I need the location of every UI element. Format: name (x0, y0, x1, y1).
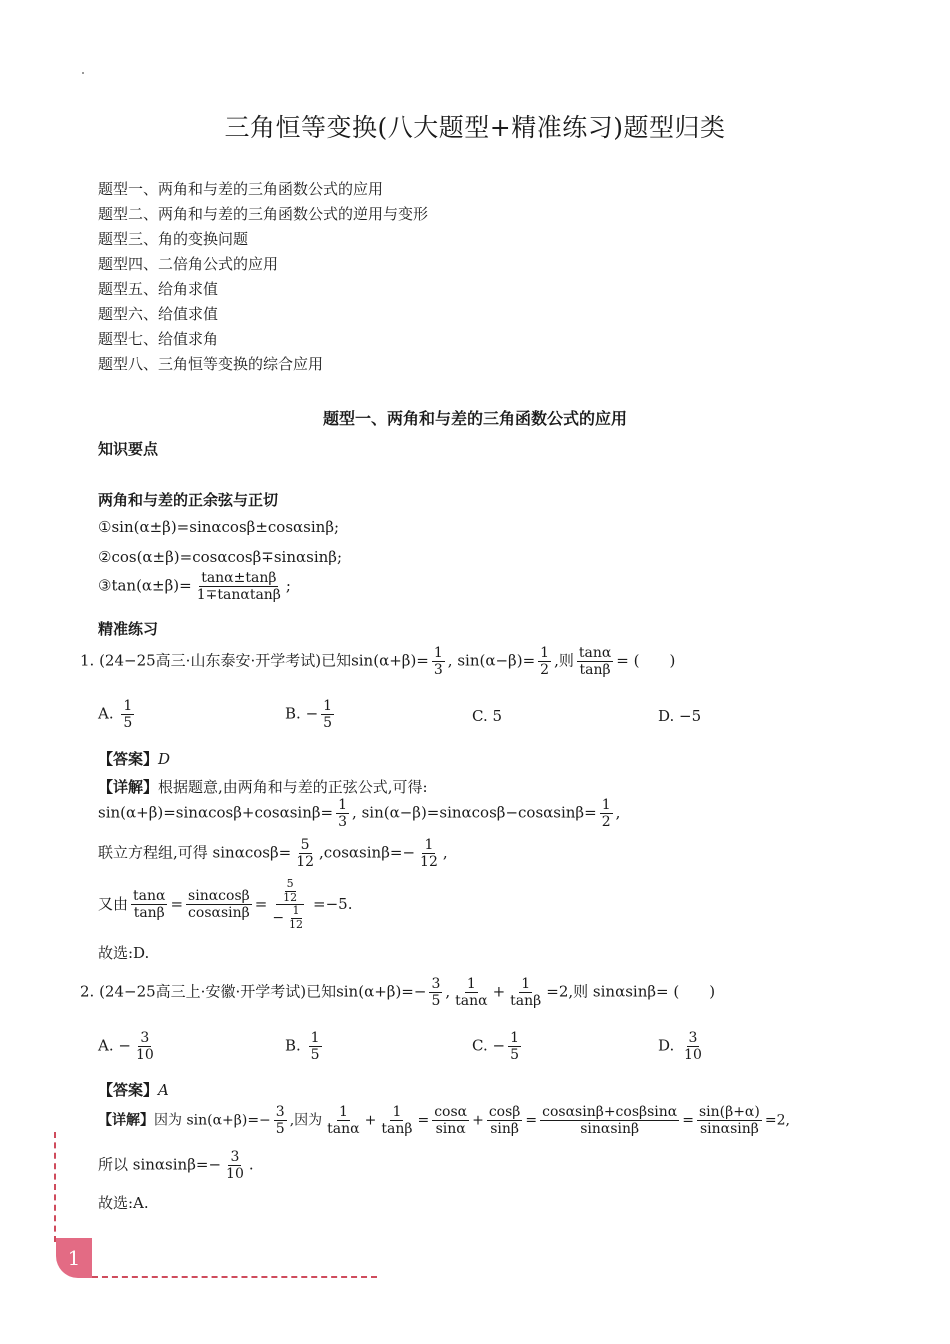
scan-dot (82, 72, 84, 74)
frac-num: 1 (540, 645, 550, 661)
math-text: . (248, 1155, 254, 1174)
frac-den: tanβ (381, 1121, 413, 1138)
q2-stem-prefix: 2. (24−25高三上·安徽·开学考试)已知sin(α+β)=− (80, 982, 427, 1001)
formula-heading: 两角和与差的正余弦与正切 (98, 491, 279, 509)
formula-tan-suffix: ; (285, 576, 291, 595)
page-border-horizontal (92, 1276, 377, 1278)
q1-option-c[interactable] (472, 707, 502, 725)
frac-num: 1 (123, 698, 133, 714)
frac-num: 1 (338, 797, 348, 813)
math-frac (131, 888, 167, 921)
frac-num: cosα (434, 1104, 468, 1120)
frac-den: 5 (275, 1121, 285, 1138)
q1-conclusion: 故选:D. (98, 944, 150, 962)
frac-den: sinαsinβ (580, 1121, 640, 1138)
option-label: A. (98, 704, 114, 723)
q2-stem-plus: + (492, 982, 506, 1001)
answer-value: D (158, 750, 171, 768)
option-sign: − (492, 1036, 506, 1055)
frac-num: 1 (601, 797, 611, 813)
frac-den: 10 (684, 1047, 702, 1064)
section-1-title: 题型一、两角和与差的三角函数公式的应用 (322, 409, 627, 428)
answer-value: A (158, 1081, 169, 1099)
q2-frac (508, 976, 543, 1009)
math-frac (186, 888, 252, 921)
complex-frac (270, 878, 310, 932)
q2-detail-line2 (98, 1149, 254, 1182)
q1-option-a[interactable] (98, 698, 137, 731)
toc-item-5[interactable]: 题型五、给角求值 (98, 280, 219, 298)
math-text: = (254, 894, 268, 913)
option-frac (309, 1030, 322, 1063)
frac-den: 5 (431, 993, 441, 1010)
q2-answer (98, 1079, 169, 1100)
page-title: 三角恒等变换(八大题型+精准练习)题型归类 (224, 113, 726, 142)
option-sign: − (305, 704, 319, 723)
small-frac (287, 905, 305, 931)
option-frac (321, 698, 334, 731)
math-frac (540, 1104, 679, 1137)
frac-num: sinαcosβ (188, 888, 250, 905)
frac-num: 1 (392, 1104, 402, 1120)
frac-den: 12 (296, 854, 315, 871)
knowledge-label: 知识要点 (98, 440, 159, 458)
frac-num: 1 (466, 976, 476, 992)
frac-den: 10 (226, 1166, 244, 1183)
frac-den: 12 (420, 854, 438, 871)
option-text: −5 (679, 707, 702, 725)
toc-item-4[interactable]: 题型四、二倍角公式的应用 (98, 255, 279, 273)
frac-den: 5 (123, 715, 133, 732)
math-text: + (364, 1112, 377, 1129)
math-frac (379, 1104, 414, 1137)
math-text: , (615, 803, 621, 822)
frac-num: 1 (292, 904, 300, 918)
frac-den: tanβ (579, 662, 611, 679)
formula-tan (98, 570, 291, 603)
math-frac (487, 1104, 523, 1137)
q2-conclusion: 故选:A. (98, 1194, 149, 1212)
frac-den: tanβ (133, 905, 165, 922)
option-label: C. (472, 1036, 488, 1055)
q2-detail-line1 (98, 1104, 790, 1137)
math-text: + (472, 1112, 484, 1129)
small-frac (281, 878, 299, 904)
math-frac (336, 797, 349, 830)
frac-num: 1 (510, 1030, 519, 1046)
math-text: ,cosαsinβ=− (319, 843, 416, 862)
frac-num: 3 (688, 1030, 698, 1046)
math-frac (697, 1104, 762, 1137)
frac-num: cosαsinβ+cosβsinα (542, 1104, 678, 1120)
math-text: , sin(α−β)=sinαcosβ−cosαsinβ= (352, 803, 597, 822)
q1-detail-line3 (98, 878, 353, 932)
frac-den: cosαsinβ (188, 905, 250, 922)
frac-num: 1 (433, 645, 443, 661)
q2-option-d[interactable] (658, 1030, 707, 1063)
q2-option-b[interactable] (285, 1030, 325, 1063)
math-text: = (417, 1112, 430, 1129)
math-text: = (170, 894, 184, 913)
q1-option-d[interactable] (658, 707, 701, 725)
math-text: 因为 sin(α+β)=− (154, 1112, 271, 1129)
option-frac (134, 1030, 156, 1063)
math-text: = (682, 1112, 694, 1129)
formula-cos: ②cos(α±β)=cosαcosβ∓sinαsinβ; (98, 548, 343, 566)
q1-stem-prefix: 1. (24−25高三·山东泰安·开学考试)已知sin(α+β)= (80, 651, 429, 670)
frac-num: tanα (133, 888, 166, 905)
frac-den: 3 (433, 662, 443, 679)
frac-den: 12 (283, 890, 298, 904)
frac-num: 1 (323, 698, 333, 714)
frac-num: 1 (521, 976, 531, 992)
option-label: B. (285, 1036, 301, 1055)
q2-frac (453, 976, 489, 1009)
q1-stem-mid: , sin(α−β)= (447, 651, 536, 670)
option-label: D. (658, 1036, 675, 1055)
q1-stem-mid2: ,则 (554, 651, 574, 670)
q1-answer (98, 748, 170, 769)
frac-den: − $\frac{1}{12}$ (272, 904, 304, 931)
frac-den: sinβ (490, 1121, 520, 1138)
frac-num: 3 (275, 1104, 285, 1120)
frac-num: 1 (424, 837, 434, 853)
formula-sin: ①sin(α±β)=sinαcosβ±cosαsinβ; (98, 518, 340, 536)
q1-stem-suffix: = ( ) (616, 651, 676, 670)
frac-den: sinαsinβ (699, 1121, 759, 1138)
math-frac (325, 1104, 361, 1137)
frac-den: tanβ (510, 993, 542, 1010)
practice-label: 精准练习 (98, 620, 159, 638)
frac-num: 5 (286, 877, 294, 890)
math-text: 所以 sinαsinβ=− (98, 1155, 222, 1174)
frac-num: 1 (338, 1104, 348, 1120)
frac-num: tanα±tanβ (201, 570, 277, 586)
detail-text: 根据题意,由两角和与差的正弦公式,可得: (158, 778, 428, 796)
math-frac (294, 837, 316, 870)
q2-stem-suffix: =2,则 sinαsinβ= ( ) (546, 982, 716, 1001)
frac-num (276, 878, 304, 905)
q1-frac (538, 645, 551, 678)
q2-option-a[interactable] (98, 1030, 159, 1063)
option-text: 5 (492, 707, 503, 725)
formula-tan-fraction (195, 570, 283, 603)
frac-num: cosβ (488, 1104, 521, 1120)
frac-num: 5 (300, 837, 310, 853)
q1-detail-line2 (98, 837, 448, 870)
frac-den: 5 (510, 1047, 519, 1064)
frac-num: 3 (140, 1030, 150, 1046)
toc-item-1[interactable]: 题型一、两角和与差的三角函数公式的应用 (98, 180, 384, 198)
q1-detail-intro (98, 776, 428, 797)
toc-item-8[interactable]: 题型八、三角恒等变换的综合应用 (98, 355, 324, 373)
option-frac (121, 698, 134, 731)
frac-den: tanα (327, 1121, 360, 1138)
q1-stem (80, 645, 675, 678)
option-label: C. (472, 707, 488, 725)
frac-num: 3 (230, 1149, 240, 1165)
detail-label: 【详解】 (98, 1112, 154, 1129)
frac-den: 2 (540, 662, 550, 679)
math-text: ,因为 (289, 1112, 323, 1129)
option-label: B. (285, 704, 301, 723)
math-text: = (525, 1112, 538, 1129)
frac-den: 5 (323, 715, 333, 732)
toc-item-7[interactable]: 题型七、给值求角 (98, 330, 219, 348)
frac-num: 3 (431, 976, 441, 992)
math-text: , (442, 843, 448, 862)
frac-den: sinα (435, 1121, 466, 1138)
page-border-vertical (54, 1132, 56, 1242)
q1-option-b[interactable] (285, 698, 337, 731)
math-frac (274, 1104, 287, 1137)
frac-num: tanα (578, 645, 612, 661)
frac-den: 3 (338, 814, 348, 831)
toc-item-6[interactable]: 题型六、给值求值 (98, 305, 219, 323)
math-frac (224, 1149, 246, 1182)
q2-frac (429, 976, 442, 1009)
option-sign: − (118, 1036, 131, 1055)
option-frac (508, 1030, 521, 1063)
toc-item-3[interactable]: 题型三、角的变换问题 (98, 230, 249, 248)
math-frac (418, 837, 440, 870)
q1-frac (432, 645, 445, 678)
detail-label: 【详解】 (98, 778, 159, 796)
answer-label: 【答案】 (98, 750, 159, 768)
frac-den: tanα (455, 993, 488, 1010)
math-text: =−5. (313, 894, 353, 913)
frac-den: 10 (135, 1047, 154, 1064)
math-text: =2, (764, 1112, 790, 1129)
q2-stem-mid: , (445, 982, 451, 1001)
frac-num: sin(β+α) (698, 1104, 760, 1120)
answer-label: 【答案】 (98, 1081, 159, 1099)
math-frac (432, 1104, 469, 1137)
q2-stem (80, 976, 715, 1009)
frac-den: 1∓tanαtanβ (196, 587, 281, 604)
option-label: A. (98, 1036, 114, 1055)
frac-den: 2 (601, 814, 611, 831)
q1-detail-line1 (98, 797, 620, 830)
option-frac (682, 1030, 704, 1063)
option-label: D. (658, 707, 675, 725)
frac-den: 5 (310, 1047, 320, 1064)
toc-item-2[interactable]: 题型二、两角和与差的三角函数公式的逆用与变形 (98, 205, 429, 223)
page-number: 1 (56, 1238, 92, 1278)
math-text: 联立方程组,可得 sinαcosβ= (98, 843, 292, 862)
math-frac (600, 797, 613, 830)
formula-tan-prefix: ③tan(α±β)= (98, 576, 192, 595)
frac-den: 12 (289, 917, 304, 931)
q1-frac (577, 645, 613, 678)
frac-num: 1 (310, 1030, 320, 1046)
math-text: sin(α+β)=sinαcosβ+cosαsinβ= (98, 803, 334, 822)
math-text: 又由 (98, 894, 129, 913)
q2-option-c[interactable] (472, 1030, 524, 1063)
